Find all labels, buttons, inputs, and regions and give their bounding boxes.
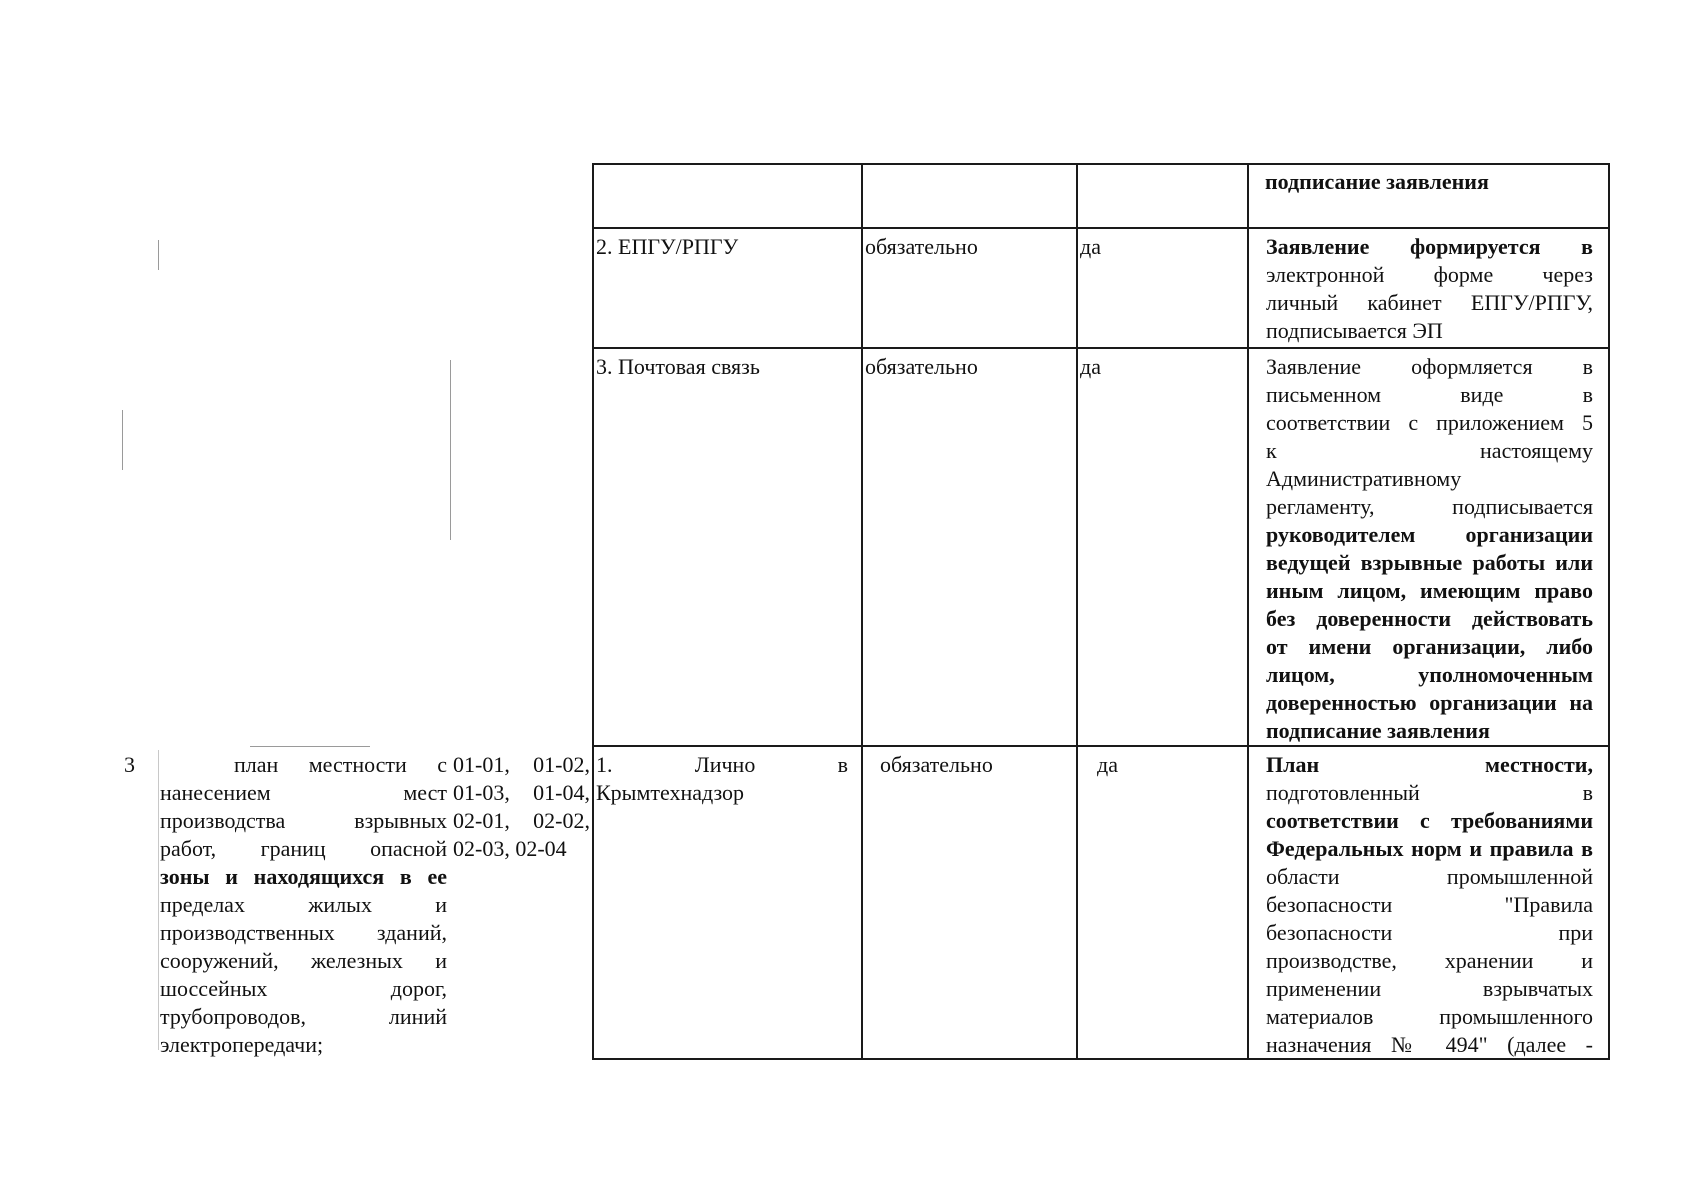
service-codes-line: 02-01, 02-02, [453,808,590,833]
row3-description-line: подготовленный в [1266,780,1593,805]
column-divider [1247,163,1249,1060]
row3-description-line: План местности, [1266,752,1593,777]
post-description-line: лицом, уполномоченным [1266,662,1593,687]
epgu-description [1266,233,1593,345]
post-description-line: иным лицом, имеющим право [1266,578,1593,603]
service-codes [453,751,590,863]
document-name-line: пределах жилых и [160,892,447,917]
row3-method [596,751,848,807]
post-original: да [1080,354,1101,379]
epgu-description-line: Заявление формируется в [1266,234,1593,259]
scan-mark [158,240,159,270]
row3-description-line: производстве, хранении и [1266,948,1593,973]
post-description-line: Заявление оформляется в [1266,354,1593,379]
post-description-line: без доверенности действовать [1266,606,1593,631]
top-row-description: подписание заявления [1265,169,1489,194]
scan-mark [450,360,451,540]
post-required: обязательно [865,354,978,379]
row3-method-line: 1. Лично в [596,752,848,777]
post-method: 3. Почтовая связь [596,354,760,379]
column-divider [861,163,863,1060]
scan-mark [122,410,123,470]
post-description-line: письменном виде в [1266,382,1593,407]
row-divider [594,227,1610,229]
row3-description-line: безопасности "Правила [1266,892,1593,917]
row3-description [1266,751,1593,1059]
post-description-line: руководителем организации [1266,522,1593,547]
service-codes-line: 02-03, 02-04 [453,836,567,861]
post-description-line: регламенту, подписывается [1266,494,1593,519]
document-name-line: сооружений, железных и [160,948,447,973]
post-description-line: ведущей взрывные работы или [1266,550,1593,575]
document-name-line: зоны и находящихся в ее [160,864,447,889]
document-name-line: план местности с [234,752,447,777]
document-name-line: работ, границ опасной [160,836,447,861]
row3-description-line: безопасности при [1266,920,1593,945]
table-border-left [592,163,594,1060]
row3-original: да [1097,752,1118,777]
row3-description-line: материалов промышленного [1266,1004,1593,1029]
document-name-line: производственных зданий, [160,920,447,945]
epgu-description-line: личный кабинет ЕПГУ/РПГУ, [1266,290,1593,315]
row3-required: обязательно [880,752,993,777]
document-name [160,751,447,1059]
scan-mark [250,746,370,747]
row3-description-line: применении взрывчатых [1266,976,1593,1001]
post-description-line: к настоящему [1266,438,1593,463]
post-description-line: соответствии с приложением 5 [1266,410,1593,435]
column-divider [1076,163,1078,1060]
table-border-right [1608,163,1610,1060]
epgu-original: да [1080,234,1101,259]
epgu-description-line: электронной форме через [1266,262,1593,287]
row3-description-line: области промышленной [1266,864,1593,889]
service-codes-line: 01-03, 01-04, [453,780,590,805]
document-name-line: шоссейных дорог, [160,976,447,1001]
post-description-line: доверенностью организации на [1266,690,1593,715]
document-name-line: трубопроводов, линий [160,1004,447,1029]
document-name-line: производства взрывных [160,808,447,833]
document-name-line: электропередачи; [160,1032,324,1057]
epgu-description-line: подписывается ЭП [1266,318,1443,343]
service-codes-line: 01-01, 01-02, [453,752,590,777]
document-name-line: нанесением мест [160,780,447,805]
epgu-method: 2. ЕПГУ/РПГУ [596,234,739,259]
post-description-line: от имени организации, либо [1266,634,1593,659]
scan-mark [158,750,159,1050]
post-description [1266,353,1593,745]
row3-description-line: назначения № 494" (далее - [1266,1032,1593,1057]
row3-description-line: соответствии с требованиями [1266,808,1593,833]
row-divider [594,347,1610,349]
row-number: 3 [124,752,135,777]
row-divider [594,745,1610,747]
row3-method-line: Крымтехнадзор [596,780,745,805]
row3-description-line: Федеральных норм и правила в [1266,836,1593,861]
epgu-required: обязательно [865,234,978,259]
post-description-line: Административному [1266,466,1462,491]
post-description-line: подписание заявления [1266,718,1490,743]
table-border-top [594,163,1610,165]
